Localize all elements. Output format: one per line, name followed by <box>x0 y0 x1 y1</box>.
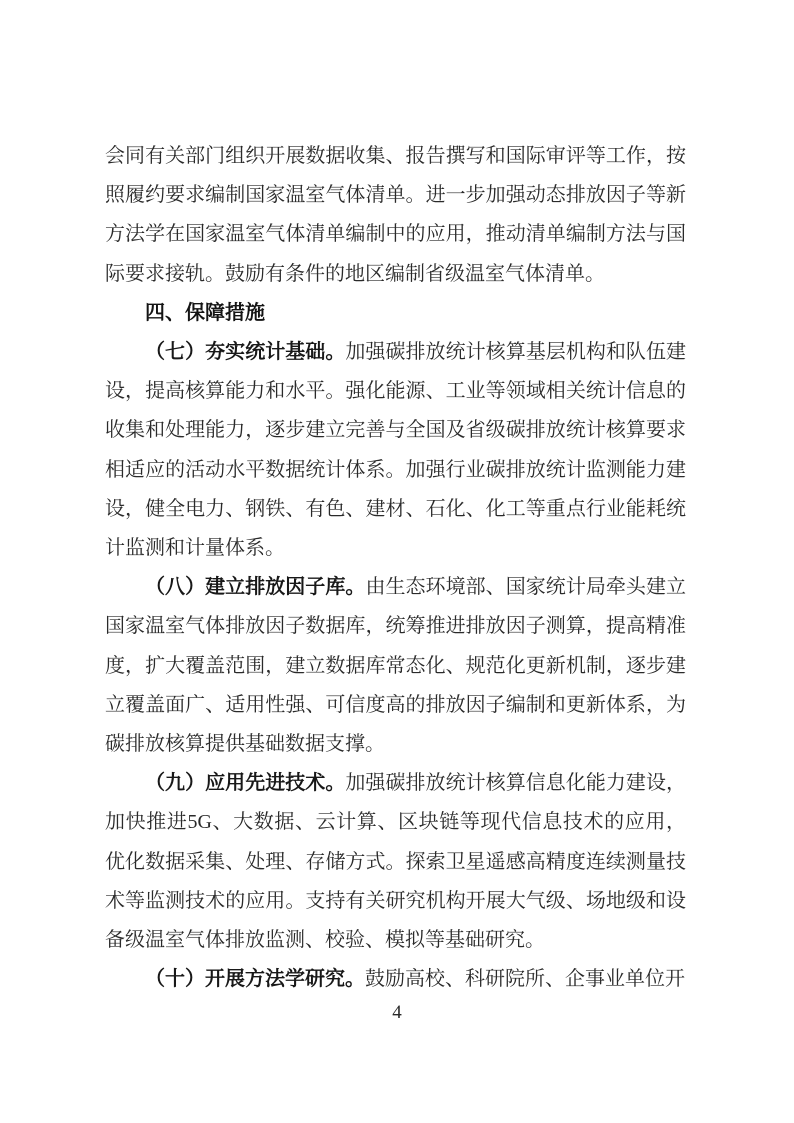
paragraph-item-8 <box>105 568 686 764</box>
document-body <box>105 137 686 999</box>
paragraph-continuation: 会同有关部门组织开展数据收集、报告撰写和国际审评等工作，按照履约要求编制国家温室气体清单。进一步加强动态排放因子等新方法学在国家温室气体清单编制中的应用，推动清单编制方法与国际要求接轨。鼓励有条件的地区编制省级温室气体清单。 <box>105 145 686 285</box>
item-9-lead: （九）应用先进技术。 <box>145 772 346 795</box>
page-number: 4 <box>392 1002 402 1023</box>
item-8-lead: （八）建立排放因子库。 <box>145 576 366 599</box>
item-7-body: 加强碳排放统计核算基层机构和队伍建设，提高核算能力和水平。强化能源、工业等领域相关统计信息的收集和处理能力，逐步建立完善与全国及省级碳排放统计核算要求相适应的活动水平数据统计体系。加强行业碳排放统计监测能力建设，健全电力、钢铁、有色、建材、石化、化工等重点行业能耗统计监测和计量体系。 <box>105 341 687 560</box>
page-footer <box>0 1001 794 1025</box>
section-heading: 四、保障措施 <box>145 301 265 324</box>
item-9-body: 加强碳排放统计核算信息化能力建设，加快推进5G、大数据、云计算、区块链等现代信息技术的应用，优化数据采集、处理、存储方式。探索卫星遥感高精度连续测量技术等监测技术的应用。支持有关研究机构开展大气级、场地级和设备级温室气体排放监测、校验、模拟等基础研究。 <box>105 772 687 952</box>
paragraph-item-9 <box>105 764 686 960</box>
item-7-lead: （七）夯实统计基础。 <box>145 341 346 364</box>
paragraph-item-10 <box>105 960 686 999</box>
item-8-body: 由生态环境部、国家统计局牵头建立国家温室气体排放因子数据库，统筹推进排放因子测算，提高精准度，扩大覆盖范围，建立数据库常态化、规范化更新机制，逐步建立覆盖面广、适用性强、可信度高的排放因子编制和更新体系，为碳排放核算提供基础数据支撑。 <box>105 576 687 756</box>
item-10-body: 鼓励高校、科研院所、企事业单位开 <box>365 968 685 991</box>
paragraph-item-7 <box>105 333 686 568</box>
item-10-lead: （十）开展方法学研究。 <box>145 968 365 991</box>
